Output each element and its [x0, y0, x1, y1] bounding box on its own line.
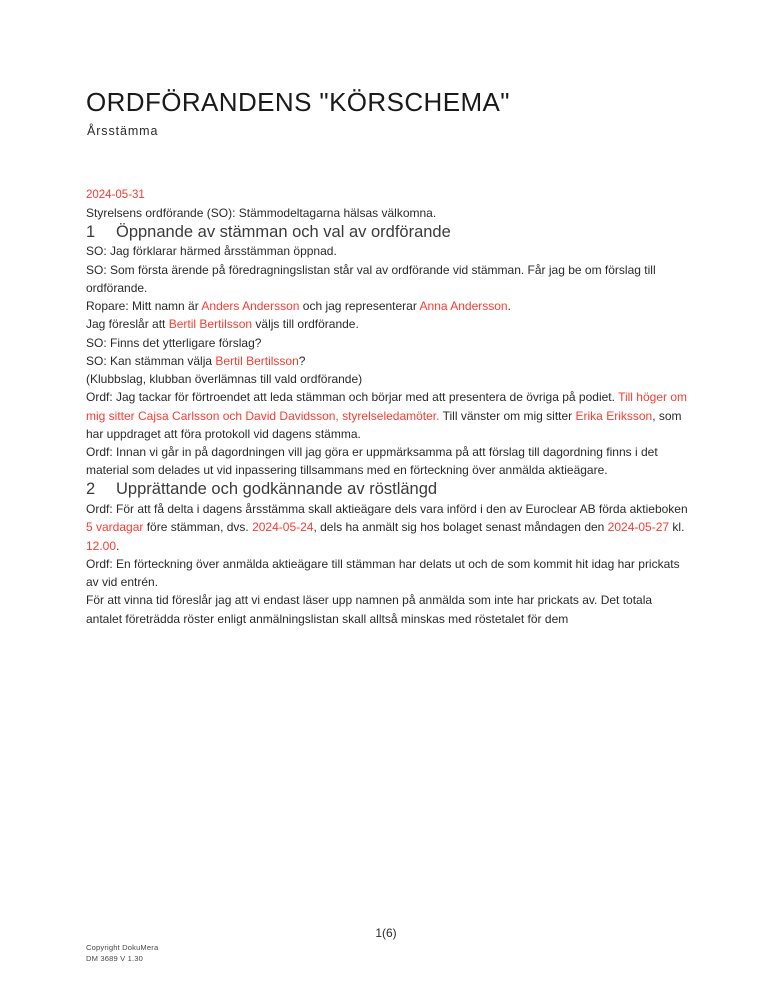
variable-field-represented-name: Anna Andersson: [419, 299, 508, 314]
paragraph-1-9: Ordf: Innan vi går in på dagordningen vill jag göra er uppmärksamma på att förslag till dagordning finns i det material som delades ut vid inpassering tillsammans med en förteckning över anmälda aktieägare.: [86, 445, 658, 478]
text-run: före stämman, dvs.: [143, 520, 253, 535]
section-number-1: 1: [86, 222, 96, 241]
intro-welcome-paragraph: Styrelsens ordförande (SO): Stämmodeltagarna hälsas välkomna.: [86, 205, 437, 220]
page-number: 1(6): [375, 926, 397, 940]
paragraph-1-6: [86, 352, 690, 370]
text-run: ?: [298, 353, 306, 368]
variable-field-secretary-name: Erika Eriksson: [575, 408, 653, 423]
section-title-1: Öppnande av stämman och val av ordförande: [116, 222, 451, 241]
paragraph-2-1: [86, 500, 690, 555]
variable-field-registration-date: 2024-05-27: [607, 520, 670, 535]
text-run: väljs till ordförande.: [252, 317, 359, 332]
variable-field-caller-name: Anders Andersson: [201, 299, 300, 314]
paragraph-1-5: SO: Finns det ytterligare förslag?: [86, 335, 262, 350]
text-run: Ropare: Mitt namn är: [86, 299, 202, 314]
footer-copyright: Copyright DokuMera: [86, 943, 159, 952]
paragraph-1-3: [86, 297, 690, 315]
text-run: , dels ha anmält sig hos bolaget senast måndagen den: [313, 520, 608, 535]
variable-field-chairman-vote: Bertil Bertilsson: [215, 353, 299, 368]
text-run: .: [507, 299, 511, 314]
paragraph-1-7: (Klubbslag, klubban överlämnas till vald ordförande): [86, 372, 363, 387]
document-date: 2024-05-31: [86, 188, 145, 201]
paragraph-1-4: [86, 315, 690, 333]
section-number-2: 2: [86, 480, 96, 499]
paragraph-2-3: För att vinna tid föreslår jag att vi endast läser upp namnen på anmälda som inte har prickats av. Det totala antalet företrädda röster enligt anmälningslistan skall alltså minskas med röstetalet för dem: [86, 593, 653, 626]
page-title: ORDFÖRANDENS "KÖRSCHEMA": [86, 87, 510, 117]
variable-field-chairman-proposal: Bertil Bertilsson: [168, 317, 253, 332]
variable-field-record-date: 2024-05-24: [252, 520, 314, 535]
text-run: Ordf: Jag tackar för förtroendet att leda stämman och börjar med att presentera de övriga på podiet.: [86, 390, 619, 405]
document-content: [86, 0, 690, 628]
text-run: Till vänster om mig sitter: [439, 408, 576, 423]
section-heading-1: [86, 222, 690, 243]
variable-field-board-members: Till höger om mig sitter Cajsa Carlsson och David Davidsson, styrelseledamöter.: [86, 390, 687, 423]
text-run: .: [116, 538, 120, 553]
section-title-2: Upprättande och godkännande av röstlängd: [116, 480, 438, 499]
footer-meta: [86, 942, 158, 964]
page-footer: [0, 914, 772, 1000]
text-run: Ordf: För att få delta i dagens årsstämma skall aktieägare dels vara införd i den av Euroclear AB förda aktieboken: [86, 502, 688, 517]
text-run: kl.: [669, 520, 685, 535]
section-heading-2: [86, 479, 690, 500]
footer-document-id: DM 3689 V 1.30: [86, 954, 143, 964]
paragraph-1-1: SO: Jag förklarar härmed årsstämman öppnad.: [86, 244, 337, 259]
paragraph-1-2: SO: Som första ärende på föredragningslistan står val av ordförande vid stämman. Får jag be om förslag till ordförande.: [86, 262, 656, 295]
paragraph-2-2: Ordf: En förteckning över anmälda aktieägare till stämman har delats ut och de som kommit hit idag har prickats av vid entrén.: [86, 556, 680, 590]
paragraph-1-8: [86, 388, 690, 443]
text-run: Jag föreslår att: [86, 317, 169, 332]
text-run: , som har uppdraget att föra protokoll vid dagens stämma.: [86, 408, 682, 441]
variable-field-registration-time: 12.00: [86, 538, 117, 553]
page-subtitle: Årsstämma: [87, 123, 159, 138]
text-run: och jag representerar: [299, 299, 420, 314]
text-run: SO: Kan stämman välja: [86, 353, 216, 368]
variable-field-record-days: 5 vardagar: [86, 520, 144, 535]
